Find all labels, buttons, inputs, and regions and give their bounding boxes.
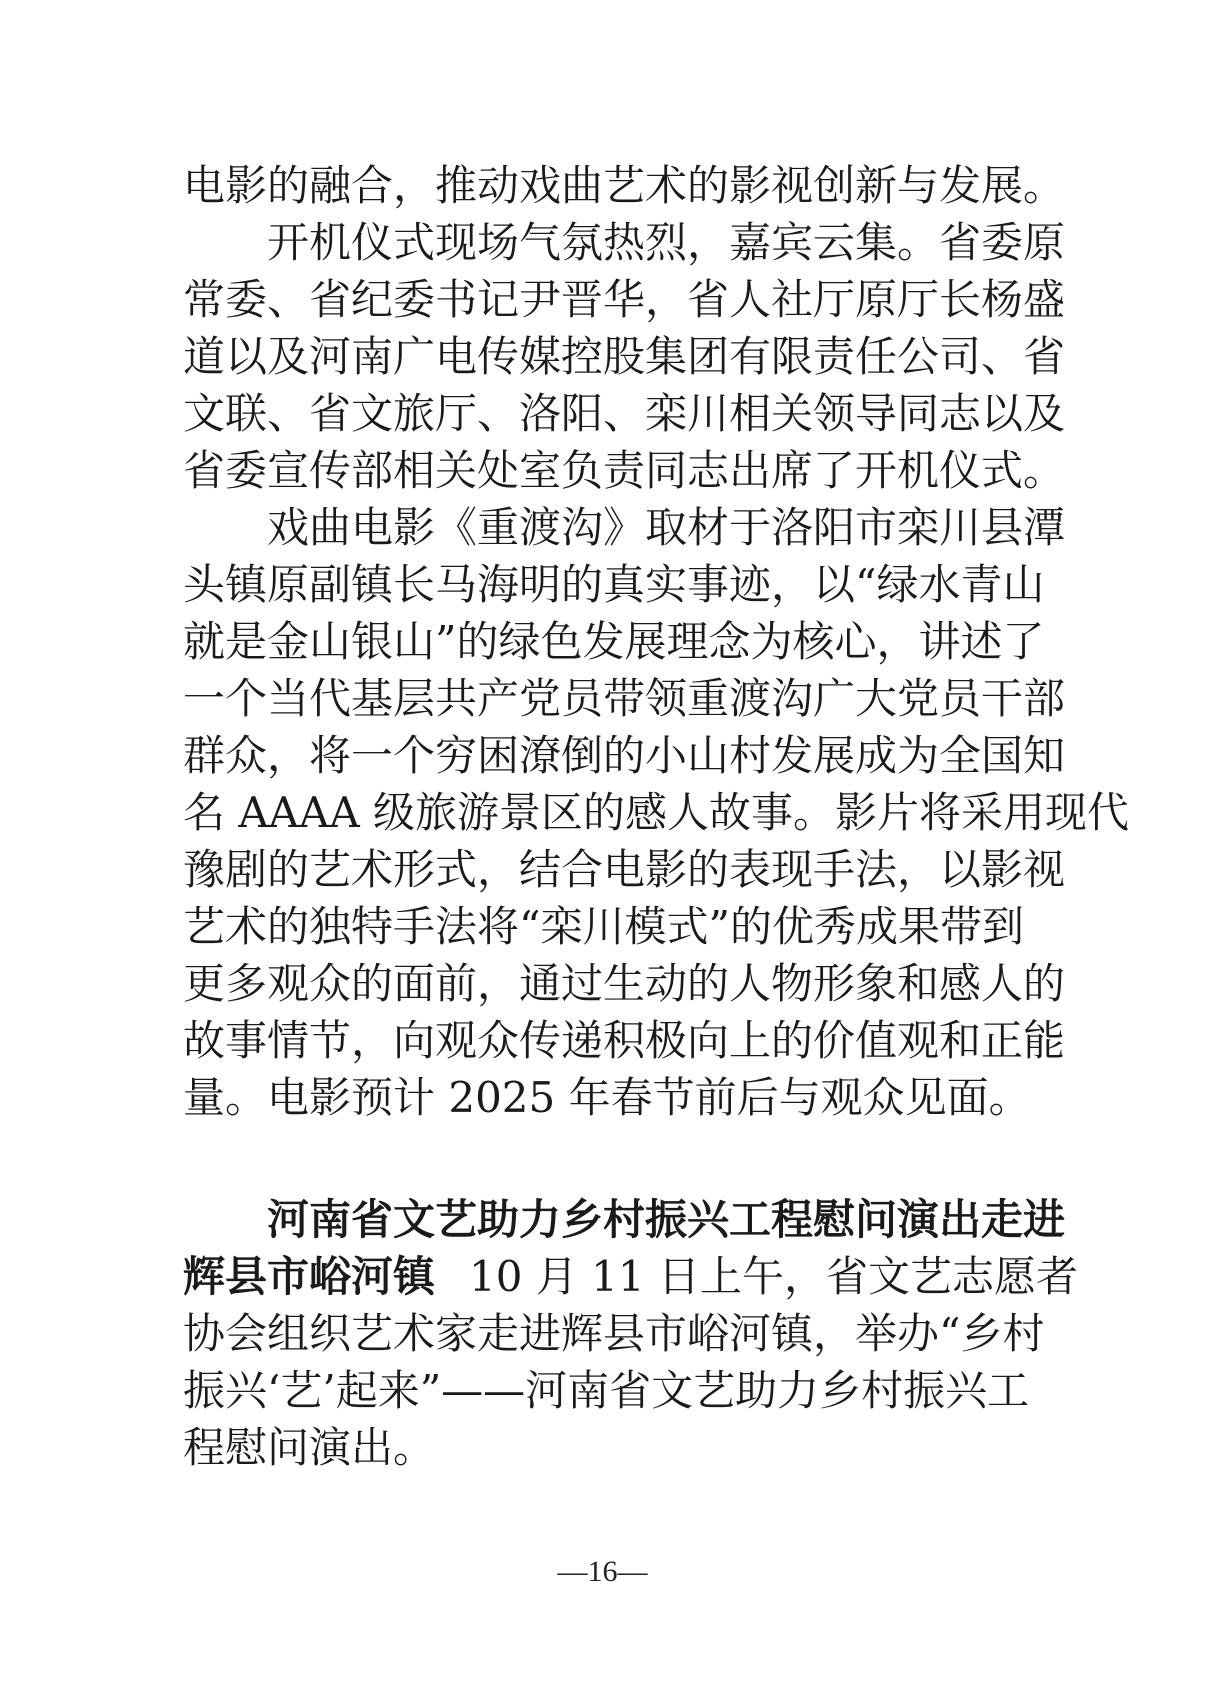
page-number: —16— (557, 1555, 648, 1588)
paragraph-line: 文联、省文旅厅、洛阳、栾川相关领导同志以及 (183, 389, 1066, 438)
paragraph-line: 省委宣传部相关处室负责同志出席了开机仪式。 (183, 446, 1066, 495)
paragraph-line: 豫剧的艺术形式，结合电影的表现手法，以影视 (183, 845, 1066, 894)
paragraph-line: 就是金山银山”的绿色发展理念为核心，讲述了 (183, 617, 1045, 666)
paragraph-line: 协会组织艺术家走进辉县市峪河镇，举办“乡村 (183, 1309, 1045, 1358)
paragraph-line: 更多观众的面前，通过生动的人物形象和感人的 (183, 959, 1066, 1008)
paragraph-line: 常委、省纪委书记尹晋华，省人社厅原厅长杨盛 (183, 275, 1066, 324)
paragraph-line: 名 AAAA 级旅游景区的感人故事。影片将采用现代 (183, 788, 1130, 837)
paragraph-line: 开机仪式现场气氛热烈，嘉宾云集。省委原 (267, 218, 1066, 267)
paragraph-line (183, 1247, 1078, 1307)
paragraph-line: 电影的融合，推动戏曲艺术的影视创新与发展。 (183, 161, 1066, 210)
paragraph-line: 故事情节，向观众传递积极向上的价值观和正能 (183, 1016, 1066, 1065)
paragraph-line: 振兴‘艺’起来”——河南省文艺助力乡村振兴工 (183, 1366, 1030, 1415)
paragraph-line: 程慰问演出。 (183, 1423, 436, 1472)
paragraph-line: 艺术的独特手法将“栾川模式”的优秀成果带到 (183, 902, 1024, 951)
paragraph-line: 道以及河南广电传媒控股集团有限责任公司、省 (183, 332, 1066, 381)
paragraph-line: 头镇原副镇长马海明的真实事迹，以“绿水青山 (183, 560, 1045, 609)
news-lead-text: 10 月 11 日上午，省文艺志愿者 (469, 1252, 1078, 1301)
paragraph-line: 戏曲电影《重渡沟》取材于洛阳市栾川县潭 (267, 503, 1066, 552)
paragraph-line: 量。电影预计 2025 年春节前后与观众见面。 (183, 1073, 1031, 1122)
news-heading-continuation: 辉县市峪河镇 (183, 1252, 436, 1301)
paragraph-line: 一个当代基层共产党员带领重渡沟广大党员干部 (183, 674, 1066, 723)
news-heading: 河南省文艺助力乡村振兴工程慰问演出走进 (267, 1195, 1066, 1244)
paragraph-line: 群众，将一个穷困潦倒的小山村发展成为全国知 (183, 731, 1066, 780)
